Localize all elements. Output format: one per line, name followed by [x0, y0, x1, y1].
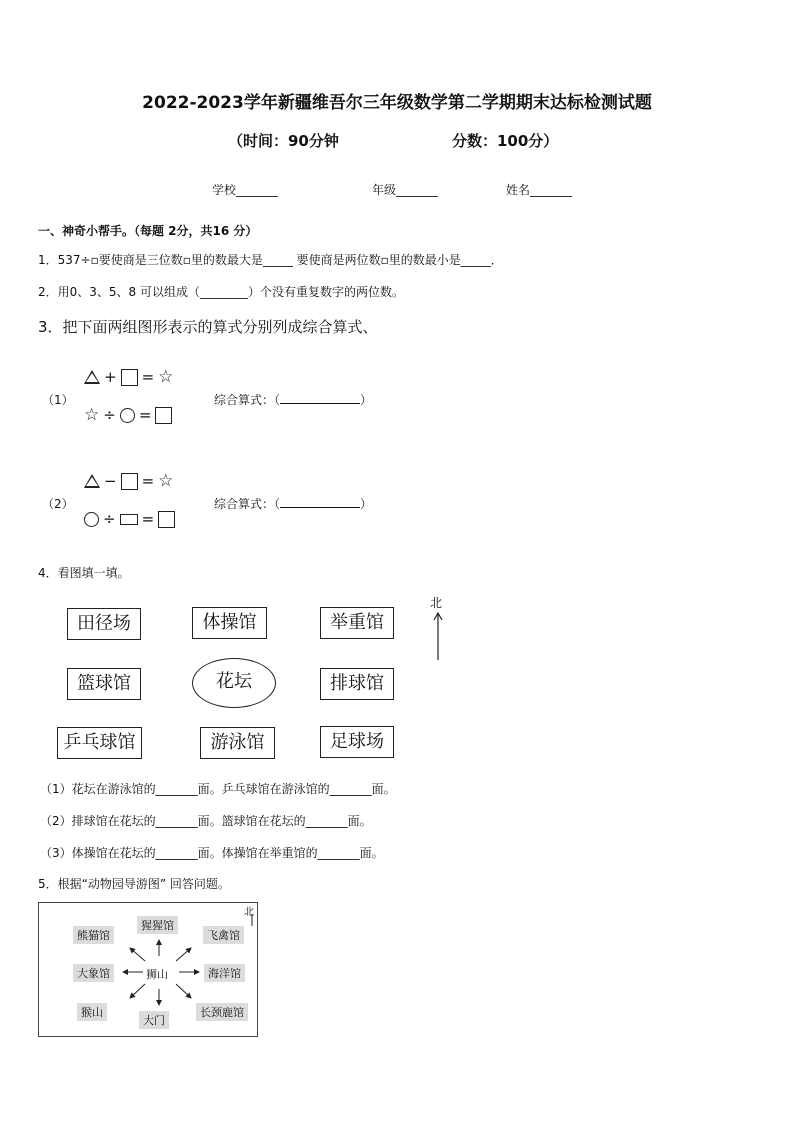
plus-sign: + — [104, 368, 117, 386]
venue-ticaoguan: 体操馆 — [192, 607, 267, 639]
question-5: 5．根据“动物园导游图” 回答问题。 — [38, 877, 230, 891]
question-1: 1．537÷▫要使商是三位数▫里的数最大是_____ 要使商是两位数▫里的数最小是_____． — [38, 253, 503, 267]
venue-tianjingchang: 田径场 — [67, 608, 141, 640]
equals-sign: = — [138, 406, 152, 424]
square-icon — [121, 473, 138, 490]
venue-juzhongguan: 举重馆 — [320, 607, 394, 639]
group2-formula — [214, 495, 372, 512]
zoo-chengchengguan: 猩猩馆 — [137, 916, 178, 934]
zoo-houshan: 猴山 — [77, 1003, 107, 1021]
question-3: 3．把下面两组图形表示的算式分别列成综合算式、 — [38, 318, 378, 336]
exam-title: 2022-2023学年新疆维吾尔三年级数学第二学期期末达标检测试题 — [142, 93, 652, 113]
venue-youyongguan: 游泳馆 — [200, 727, 275, 759]
venue-pingpangqiuguan: 乒乓球馆 — [57, 727, 142, 759]
exam-time: （时间：90分钟 — [228, 132, 339, 150]
square-icon — [158, 511, 175, 528]
formula-label: 综合算式：（ — [214, 497, 281, 511]
zoo-daxiangguan: 大象馆 — [73, 964, 114, 982]
star-icon: ☆ — [158, 366, 174, 387]
zoo-direction-arrows-icon — [39, 903, 259, 1038]
section-heading: 一、神奇小帮手。（每题 2分，共16 分） — [38, 224, 258, 238]
grade-field: 年级_______ — [372, 183, 439, 197]
zoo-feiqinguan: 飞禽馆 — [203, 926, 244, 944]
north-arrow-icon — [430, 610, 446, 662]
circle-icon — [120, 408, 135, 423]
exam-score: 分数：100分） — [452, 132, 559, 150]
zoo-changjingluguan: 长颈鹿馆 — [196, 1003, 248, 1021]
question-2: 2．用0、3、5、8 可以组成（________）个没有重复数字的两位数。 — [38, 285, 404, 299]
divide-sign: ÷ — [103, 510, 116, 528]
rectangle-icon — [120, 514, 138, 525]
group2-label: （2） — [42, 497, 74, 511]
equals-sign: = — [141, 368, 155, 386]
minus-sign: − — [104, 472, 117, 490]
zoo-damen: 大门 — [139, 1011, 169, 1029]
divide-sign: ÷ — [103, 406, 116, 424]
zoo-north-label: 北 — [244, 907, 254, 918]
zoo-xiongmaoguan: 熊猫馆 — [73, 926, 114, 944]
square-icon — [155, 407, 172, 424]
star-icon: ☆ — [84, 404, 100, 425]
formula-close: ） — [360, 497, 373, 511]
zoo-map — [38, 902, 258, 1037]
question-4-1: （1）花坛在游泳馆的_______面。乒乓球馆在游泳馆的_______面。 — [40, 782, 396, 796]
group1-label: （1） — [42, 393, 74, 407]
venue-lanqiuguan: 篮球馆 — [67, 668, 141, 700]
square-icon — [121, 369, 138, 386]
formula-close: ） — [360, 393, 373, 407]
name-field: 姓名_______ — [506, 183, 573, 197]
question-4-2: （2）排球馆在花坛的_______面。篮球馆在花坛的_______面。 — [40, 814, 372, 828]
group2-row2 — [84, 510, 175, 528]
group2-row1 — [84, 472, 173, 490]
zoo-shishan: 狮山 — [146, 968, 168, 981]
group1-row2 — [84, 406, 172, 424]
school-field: 学校_______ — [212, 183, 279, 197]
north-label: 北 — [430, 596, 443, 610]
equals-sign: = — [141, 472, 155, 490]
group1-formula — [214, 391, 372, 408]
zoo-haiyangguan: 海洋馆 — [204, 964, 245, 982]
group1-row1 — [84, 368, 173, 386]
circle-icon — [84, 512, 99, 527]
triangle-icon — [84, 474, 100, 488]
question-4-3: （3）体操馆在花坛的_______面。体操馆在举重馆的_______面。 — [40, 846, 384, 860]
answer-blank[interactable] — [280, 495, 360, 508]
triangle-icon — [84, 370, 100, 384]
venue-zuqiuchang: 足球场 — [320, 726, 394, 758]
venue-paiqiuguan: 排球馆 — [320, 668, 394, 700]
star-icon: ☆ — [158, 470, 174, 491]
answer-blank[interactable] — [280, 391, 360, 404]
equals-sign: = — [141, 510, 155, 528]
venue-huatan: 花坛 — [192, 658, 276, 708]
question-4: 4．看图填一填。 — [38, 566, 130, 580]
formula-label: 综合算式：（ — [214, 393, 281, 407]
